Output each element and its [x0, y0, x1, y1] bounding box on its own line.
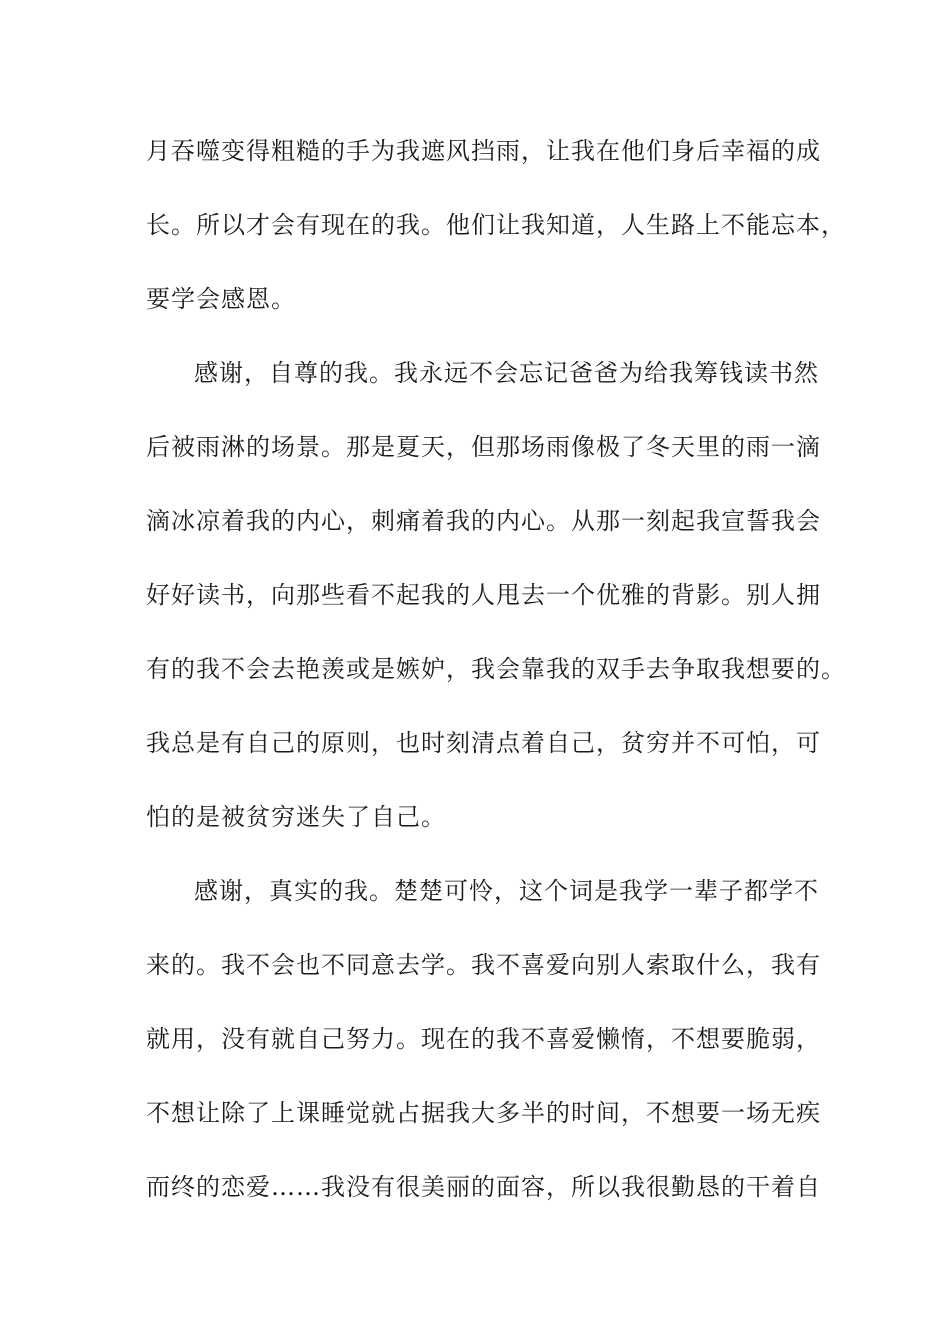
text-line-15: 而终的恋爱……我没有很美丽的面容，所以我很勤恳的干着自 — [146, 1173, 821, 1201]
text-line-8: 有的我不会去艳羡或是嫉妒，我会靠我的双手去争取我想要的。 — [146, 655, 846, 683]
text-line-7: 好好读书，向那些看不起我的人甩去一个优雅的背影。别人拥 — [146, 581, 821, 609]
paragraph-start-line-4: 感谢，自尊的我。我永远不会忘记爸爸为给我筹钱读书然 — [194, 359, 819, 387]
text-line-10: 怕的是被贫穷迷失了自己。 — [146, 803, 446, 831]
text-line-12: 来的。我不会也不同意去学。我不喜爱向别人索取什么，我有 — [146, 951, 821, 979]
text-line-6: 滴冰凉着我的内心，刺痛着我的内心。从那一刻起我宣誓我会 — [146, 507, 821, 535]
text-line-1: 月吞噬变得粗糙的手为我遮风挡雨，让我在他们身后幸福的成 — [146, 137, 821, 165]
text-line-9: 我总是有自己的原则，也时刻清点着自己，贫穷并不可怕，可 — [146, 729, 821, 757]
text-line-2: 长。所以才会有现在的我。他们让我知道，人生路上不能忘本， — [146, 211, 846, 239]
text-line-5: 后被雨淋的场景。那是夏天，但那场雨像极了冬天里的雨一滴 — [146, 433, 821, 461]
text-line-13: 就用，没有就自己努力。现在的我不喜爱懒惰，不想要脆弱， — [146, 1025, 821, 1053]
paragraph-start-line-11: 感谢，真实的我。楚楚可怜，这个词是我学一辈子都学不 — [194, 877, 819, 905]
text-line-3: 要学会感恩。 — [146, 285, 296, 313]
text-line-14: 不想让除了上课睡觉就占据我大多半的时间，不想要一场无疾 — [146, 1099, 821, 1127]
